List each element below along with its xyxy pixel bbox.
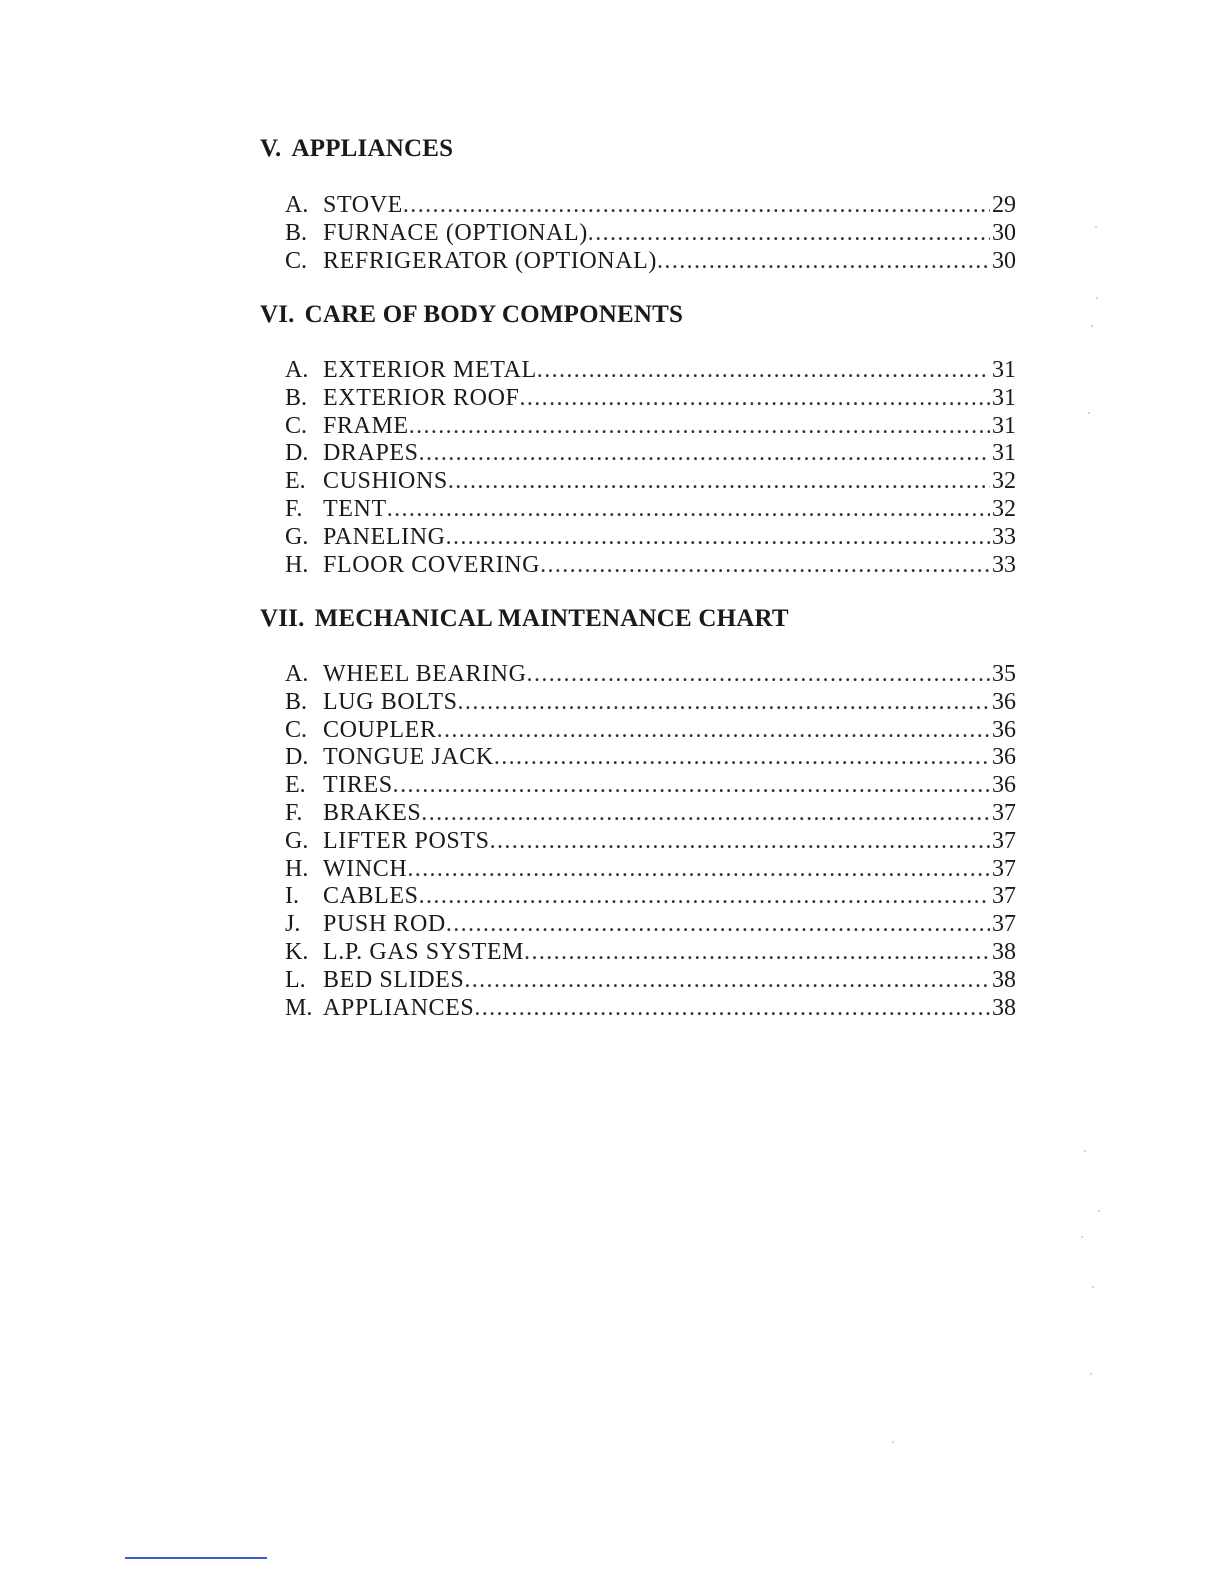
entry-label: EXTERIOR METAL [323, 357, 537, 383]
entry-page: 33 [992, 523, 1016, 550]
toc-entry [285, 689, 1016, 717]
entry-label: BED SLIDES [323, 966, 465, 993]
toc-entry [285, 468, 1016, 496]
scan-speck [1090, 1373, 1092, 1375]
entry-label: PANELING [323, 523, 446, 550]
entry-page: 38 [992, 966, 1016, 993]
section-number: V. [260, 135, 282, 162]
dot-leader [409, 413, 990, 441]
entry-label: WINCH [323, 855, 408, 882]
toc-entry [285, 772, 1016, 800]
toc-entry [285, 192, 1016, 220]
dot-leader [387, 496, 990, 524]
entry-page: 38 [992, 938, 1016, 965]
section-title: CARE OF BODY COMPONENTS [304, 301, 684, 328]
dot-leader [458, 689, 990, 717]
entry-page: 31 [992, 357, 1016, 383]
toc-entry [285, 856, 1016, 884]
dot-leader [657, 248, 990, 276]
entry-letter: F. [285, 799, 303, 826]
dot-leader [419, 883, 990, 911]
entry-label: CUSHIONS [323, 468, 448, 495]
scan-speck [1092, 1286, 1094, 1288]
toc-entry [285, 828, 1016, 856]
entry-letter: C. [285, 247, 308, 274]
entry-label: APPLIANCES [323, 994, 475, 1021]
entry-label: LIFTER POSTS [323, 827, 490, 854]
dot-leader [540, 552, 990, 580]
scan-speck [1091, 325, 1093, 327]
scan-speck [1084, 1150, 1086, 1152]
toc-entry-list [285, 357, 1016, 579]
entry-letter: D. [285, 440, 309, 467]
entry-label: CABLES [323, 883, 419, 910]
entry-label: STOVE [323, 192, 403, 218]
entry-label: DRAPES [323, 440, 419, 467]
footer-rule [125, 1557, 267, 1559]
dot-leader [494, 744, 990, 772]
entry-label: LUG BOLTS [323, 688, 458, 715]
entry-letter: G. [285, 523, 309, 550]
section-number: VI. [260, 301, 295, 328]
toc-entry [285, 248, 1016, 276]
dot-leader [519, 385, 990, 413]
toc-entry [285, 440, 1016, 468]
dot-leader [448, 468, 990, 496]
entry-letter: D. [285, 744, 309, 771]
entry-label: TONGUE JACK [323, 744, 494, 771]
dot-leader [474, 995, 990, 1023]
toc-entry [285, 744, 1016, 772]
section-number: VII. [260, 605, 305, 632]
entry-letter: H. [285, 551, 309, 578]
entry-letter: B. [285, 219, 308, 246]
entry-page: 30 [992, 247, 1016, 274]
entry-label: L.P. GAS SYSTEM [323, 938, 525, 965]
entry-letter: E. [285, 772, 306, 799]
dot-leader [393, 772, 990, 800]
entry-page: 32 [992, 468, 1016, 495]
entry-label: FURNACE (OPTIONAL) [323, 219, 588, 246]
dot-leader [421, 800, 990, 828]
dot-leader [524, 939, 990, 967]
toc-entry [285, 967, 1016, 995]
entry-label: WHEEL BEARING [323, 661, 527, 687]
toc-entry [285, 883, 1016, 911]
entry-label: COUPLER [323, 716, 437, 743]
dot-leader [446, 911, 990, 939]
entry-page: 33 [992, 551, 1016, 578]
dot-leader [527, 661, 990, 689]
dot-leader [419, 440, 990, 468]
toc-entry [285, 385, 1016, 413]
entry-page: 31 [992, 384, 1016, 411]
entry-letter: M. [285, 994, 313, 1021]
entry-letter: J. [285, 911, 301, 938]
entry-page: 29 [992, 192, 1016, 218]
dot-leader [407, 856, 990, 884]
entry-letter: C. [285, 412, 308, 439]
toc-entry [285, 800, 1016, 828]
entry-page: 37 [992, 911, 1016, 938]
section-heading [260, 605, 789, 633]
entry-label: BRAKES [323, 799, 422, 826]
entry-letter: L. [285, 966, 306, 993]
section-title: APPLIANCES [291, 135, 454, 162]
entry-page: 37 [992, 855, 1016, 882]
toc-entry [285, 995, 1016, 1023]
entry-page: 31 [992, 440, 1016, 467]
dot-leader [464, 967, 990, 995]
dot-leader [588, 220, 990, 248]
entry-label: PUSH ROD [323, 911, 446, 938]
entry-letter: H. [285, 855, 309, 882]
toc-entry [285, 496, 1016, 524]
entry-page: 36 [992, 772, 1016, 799]
dot-leader [490, 828, 990, 856]
toc-entry [285, 939, 1016, 967]
toc-entry [285, 552, 1016, 580]
toc-entry [285, 524, 1016, 552]
entry-page: 38 [992, 994, 1016, 1021]
entry-letter: E. [285, 468, 306, 495]
entry-page: 30 [992, 219, 1016, 246]
entry-letter: C. [285, 716, 308, 743]
toc-entry [285, 357, 1016, 385]
entry-page: 32 [992, 495, 1016, 522]
entry-label: FLOOR COVERING [323, 551, 541, 578]
dot-leader [403, 192, 990, 220]
toc-entry-list [285, 192, 1016, 275]
scan-speck [892, 1441, 894, 1443]
entry-letter: B. [285, 688, 308, 715]
toc-entry [285, 220, 1016, 248]
entry-page: 36 [992, 716, 1016, 743]
entry-label: TIRES [323, 772, 393, 799]
entry-label: EXTERIOR ROOF [323, 384, 520, 411]
entry-letter: A. [285, 357, 309, 383]
toc-entry [285, 717, 1016, 745]
scan-speck [1096, 297, 1098, 299]
entry-label: REFRIGERATOR (OPTIONAL) [323, 247, 658, 274]
entry-letter: K. [285, 938, 309, 965]
entry-page: 35 [992, 661, 1016, 687]
entry-page: 36 [992, 688, 1016, 715]
dot-leader [437, 717, 990, 745]
toc-entry [285, 911, 1016, 939]
section-title: MECHANICAL MAINTENANCE CHART [314, 605, 789, 632]
entry-letter: A. [285, 661, 309, 687]
section-heading [260, 301, 683, 329]
entry-letter: G. [285, 827, 309, 854]
scan-speck [1098, 1210, 1100, 1212]
entry-letter: I. [285, 883, 299, 910]
entry-page: 37 [992, 827, 1016, 854]
scan-speck [1088, 412, 1090, 414]
dot-leader [446, 524, 990, 552]
entry-letter: A. [285, 192, 309, 218]
scan-speck [1095, 226, 1097, 228]
entry-page: 37 [992, 883, 1016, 910]
entry-page: 31 [992, 412, 1016, 439]
toc-entry [285, 413, 1016, 441]
entry-page: 36 [992, 744, 1016, 771]
entry-letter: B. [285, 384, 308, 411]
entry-letter: F. [285, 495, 303, 522]
entry-label: TENT [323, 495, 387, 522]
dot-leader [537, 357, 990, 385]
toc-entry-list [285, 661, 1016, 1022]
scan-speck [1081, 1236, 1083, 1238]
toc-entry [285, 661, 1016, 689]
section-heading [260, 135, 453, 163]
entry-label: FRAME [323, 412, 409, 439]
entry-page: 37 [992, 799, 1016, 826]
